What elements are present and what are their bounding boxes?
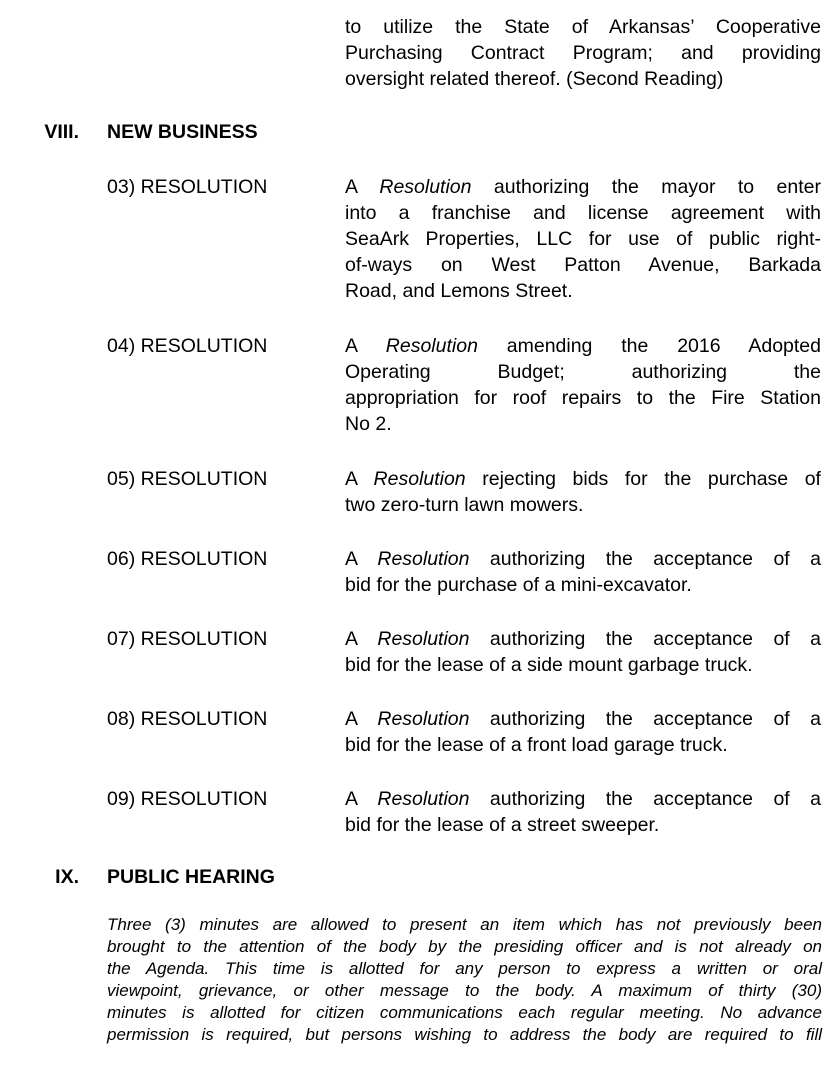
description-line [345, 626, 821, 652]
description-keyword: Resolution [373, 468, 466, 490]
item-label: 08) RESOLUTION [107, 708, 268, 730]
description-lead: A [345, 468, 374, 490]
description-line [345, 466, 821, 492]
section-number: VIII. [44, 121, 79, 143]
item-label: 06) RESOLUTION [107, 548, 268, 570]
notice-line: permission is required, but persons wishing to address the body are required to fill [107, 1025, 822, 1044]
carryover-line: oversight related thereof. (Second Reading) [345, 68, 724, 90]
item-label: 05) RESOLUTION [107, 468, 268, 490]
description-keyword: Resolution [377, 708, 470, 730]
notice-line: Three (3) minutes are allowed to present an item which has not previously been [107, 915, 822, 934]
item-description [345, 333, 821, 437]
notice-line: the Agenda. This time is allotted for any person to express a written or oral [107, 959, 822, 978]
description-line [345, 333, 821, 359]
section-number: IX. [55, 866, 79, 888]
item-description [345, 466, 821, 518]
item-label: 09) RESOLUTION [107, 788, 268, 810]
description-line: bid for the lease of a side mount garbage truck. [345, 654, 753, 676]
section-title: NEW BUSINESS [107, 121, 258, 143]
description-line [345, 786, 821, 812]
description-text: authorizing the acceptance of a [469, 788, 821, 810]
notice-line: viewpoint, grievance, or other message to the body. A maximum of thirty (30) [107, 981, 822, 1000]
description-text: rejecting bids for the purchase of [465, 468, 821, 490]
carryover-item-text [345, 14, 821, 92]
description-line: two zero-turn lawn mowers. [345, 494, 584, 516]
item-description [345, 546, 821, 598]
item-description [345, 706, 821, 758]
description-keyword: Resolution [377, 788, 470, 810]
description-text: amending the 2016 Adopted [477, 335, 821, 357]
notice-line: minutes is allotted for citizen communications each regular meeting. No advance [107, 1003, 822, 1022]
description-lead: A [345, 335, 386, 357]
description-lead: A [345, 788, 378, 810]
description-text: authorizing the acceptance of a [469, 708, 821, 730]
description-text: authorizing the acceptance of a [469, 628, 821, 650]
description-line: SeaArk Properties, LLC for use of public right- [345, 228, 821, 250]
description-keyword: Resolution [377, 548, 470, 570]
description-line: bid for the lease of a street sweeper. [345, 814, 660, 836]
description-line: Road, and Lemons Street. [345, 280, 573, 302]
description-line [345, 706, 821, 732]
item-description [345, 786, 821, 838]
item-label: 07) RESOLUTION [107, 628, 268, 650]
carryover-line: to utilize the State of Arkansas’ Cooperative [345, 16, 821, 38]
description-lead: A [345, 708, 378, 730]
carryover-line: Purchasing Contract Program; and providing [345, 42, 821, 64]
description-lead: A [345, 176, 380, 198]
description-lead: A [345, 628, 378, 650]
item-description [345, 174, 821, 304]
section-title: PUBLIC HEARING [107, 866, 275, 888]
description-line: bid for the purchase of a mini-excavator. [345, 574, 692, 596]
description-lead: A [345, 548, 378, 570]
description-keyword: Resolution [379, 176, 472, 198]
item-label: 03) RESOLUTION [107, 176, 268, 198]
description-line: of-ways on West Patton Avenue, Barkada [345, 254, 821, 276]
public-hearing-notice [107, 914, 822, 1046]
notice-line: brought to the attention of the body by the presiding officer and is not already on [107, 937, 822, 956]
item-label: 04) RESOLUTION [107, 335, 268, 357]
description-line: Operating Budget; authorizing the [345, 361, 821, 383]
description-line [345, 546, 821, 572]
section-heading-public-hearing [0, 864, 836, 890]
section-heading-new-business [0, 119, 836, 145]
description-keyword: Resolution [385, 335, 478, 357]
description-line: appropriation for roof repairs to the Fire Station [345, 387, 821, 409]
description-line: bid for the lease of a front load garage truck. [345, 734, 728, 756]
description-line [345, 174, 821, 200]
item-description [345, 626, 821, 678]
description-line: No 2. [345, 413, 392, 435]
description-text: authorizing the mayor to enter [471, 176, 821, 198]
description-text: authorizing the acceptance of a [469, 548, 821, 570]
description-keyword: Resolution [377, 628, 470, 650]
description-line: into a franchise and license agreement with [345, 202, 821, 224]
